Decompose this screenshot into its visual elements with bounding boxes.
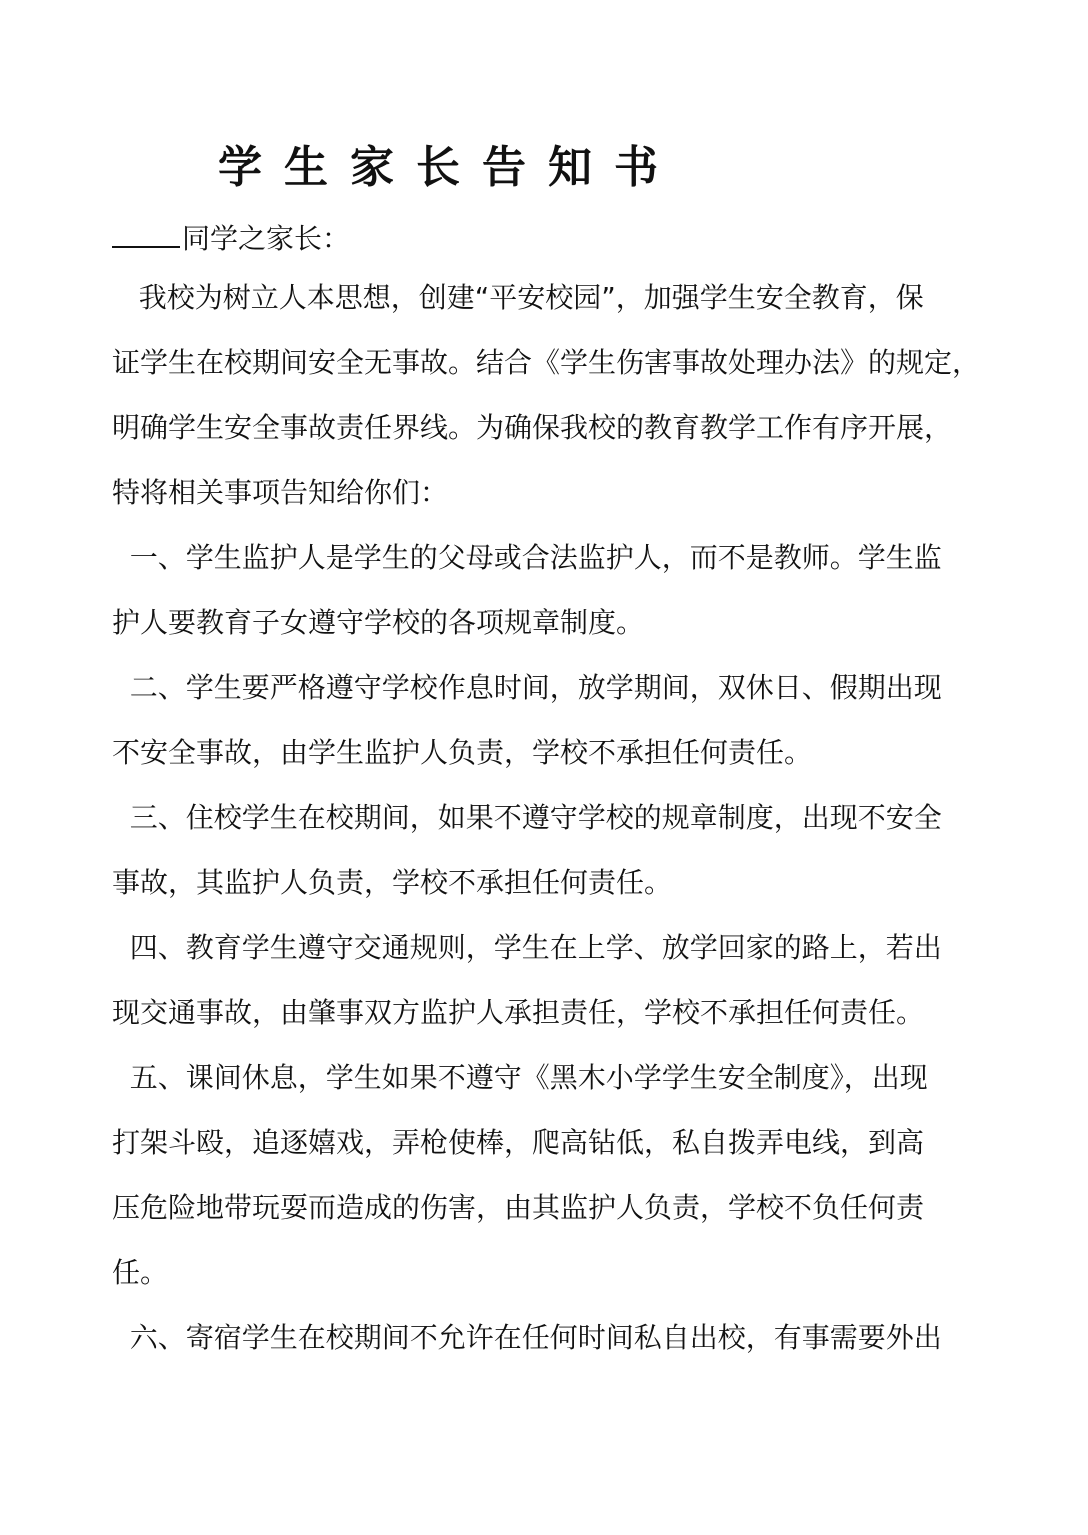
document-title: 学生家长告知书 xyxy=(218,142,680,193)
body-line: 我校为树立人本思想，创建“平安校园”，加强学生安全教育，保 xyxy=(112,281,924,314)
body-line: 四、教育学生遵守交通规则，学生在上学、放学回家的路上，若出 xyxy=(112,931,942,964)
body-line: 六、寄宿学生在校期间不允许在任何时间私自出校，有事需要外出 xyxy=(112,1321,942,1354)
body-line: 二、学生要严格遵守学校作息时间，放学期间，双休日、假期出现 xyxy=(112,671,942,704)
body-line: 打架斗殴，追逐嬉戏，弄枪使棒，爬高钻低，私自拨弄电线，到高 xyxy=(112,1126,925,1159)
body-line: 事故，其监护人负责，学校不承担任何责任。 xyxy=(112,866,673,899)
name-blank xyxy=(112,212,180,248)
body-line: 任。 xyxy=(112,1256,169,1289)
body-line: 现交通事故，由肇事双方监护人承担责任，学校不承担任何责任。 xyxy=(112,996,925,1029)
body-line: 三、住校学生在校期间，如果不遵守学校的规章制度，出现不安全 xyxy=(112,801,942,834)
body-line: 证学生在校期间安全无事故。结合《学生伤害事故处理办法》的规定， xyxy=(112,346,981,379)
salutation-text: 同学之家长： xyxy=(182,222,351,255)
salutation xyxy=(112,212,350,262)
body-line: 五、课间休息，学生如果不遵守《黑木小学学生安全制度》，出现 xyxy=(112,1061,928,1094)
body-line: 不安全事故，由学生监护人负责，学校不承担任何责任。 xyxy=(112,736,813,769)
body-line: 特将相关事项告知给你们： xyxy=(112,476,449,509)
body-line: 一、学生监护人是学生的父母或合法监护人，而不是教师。学生监 xyxy=(112,541,942,574)
body-line: 护人要教育子女遵守学校的各项规章制度。 xyxy=(112,606,645,639)
body-line: 明确学生安全事故责任界线。为确保我校的教育教学工作有序开展， xyxy=(112,411,953,444)
body-line: 压危险地带玩耍而造成的伤害，由其监护人负责，学校不负任何责 xyxy=(112,1191,925,1224)
